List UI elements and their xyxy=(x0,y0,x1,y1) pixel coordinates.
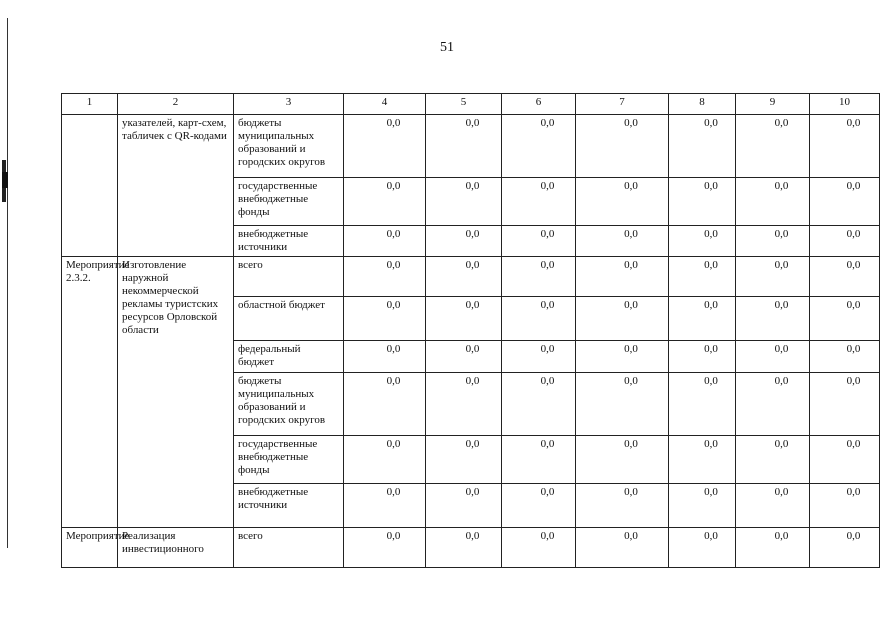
funding-source-cell: государственные внебюджетные фонды xyxy=(234,178,344,226)
value-cell: 0,0 xyxy=(669,484,736,528)
value-cell: 0,0 xyxy=(344,373,426,436)
value-cell: 0,0 xyxy=(736,297,810,341)
value-cell: 0,0 xyxy=(576,341,669,373)
value-cell: 0,0 xyxy=(344,341,426,373)
value-cell: 0,0 xyxy=(576,178,669,226)
value-cell: 0,0 xyxy=(502,178,576,226)
event-name-cell: Изготовление наружной некоммерческой рекламы туристских ресурсов Орловской области xyxy=(118,257,234,528)
value-cell: 0,0 xyxy=(426,436,502,484)
value-cell: 0,0 xyxy=(426,178,502,226)
value-cell: 0,0 xyxy=(576,115,669,178)
value-cell: 0,0 xyxy=(576,373,669,436)
value-cell: 0,0 xyxy=(426,257,502,297)
value-cell: 0,0 xyxy=(736,341,810,373)
column-header: 4 xyxy=(344,94,426,115)
value-cell: 0,0 xyxy=(426,484,502,528)
value-cell: 0,0 xyxy=(502,528,576,568)
value-cell: 0,0 xyxy=(736,226,810,257)
value-cell: 0,0 xyxy=(810,528,880,568)
value-cell: 0,0 xyxy=(344,226,426,257)
event-name-cell: Реализация инвестиционного xyxy=(118,528,234,568)
value-cell: 0,0 xyxy=(810,436,880,484)
value-cell: 0,0 xyxy=(669,436,736,484)
value-cell: 0,0 xyxy=(344,528,426,568)
value-cell: 0,0 xyxy=(502,484,576,528)
value-cell: 0,0 xyxy=(502,373,576,436)
value-cell: 0,0 xyxy=(502,115,576,178)
column-header: 7 xyxy=(576,94,669,115)
value-cell: 0,0 xyxy=(810,484,880,528)
value-cell: 0,0 xyxy=(669,297,736,341)
header-row xyxy=(62,94,880,115)
funding-source-cell: всего xyxy=(234,257,344,297)
value-cell: 0,0 xyxy=(810,373,880,436)
event-cell xyxy=(62,115,118,257)
event-cell: Мероприятие xyxy=(62,528,118,568)
funding-source-cell: всего xyxy=(234,528,344,568)
column-header: 2 xyxy=(118,94,234,115)
value-cell: 0,0 xyxy=(426,373,502,436)
value-cell: 0,0 xyxy=(669,373,736,436)
value-cell: 0,0 xyxy=(344,484,426,528)
value-cell: 0,0 xyxy=(344,257,426,297)
value-cell: 0,0 xyxy=(344,115,426,178)
value-cell: 0,0 xyxy=(576,257,669,297)
column-header: 5 xyxy=(426,94,502,115)
value-cell: 0,0 xyxy=(810,297,880,341)
value-cell: 0,0 xyxy=(810,115,880,178)
funding-source-cell: государственные внебюджетные фонды xyxy=(234,436,344,484)
table-row xyxy=(62,528,880,568)
scan-artifact-mark xyxy=(2,172,8,188)
value-cell: 0,0 xyxy=(669,226,736,257)
value-cell: 0,0 xyxy=(344,436,426,484)
value-cell: 0,0 xyxy=(736,178,810,226)
value-cell: 0,0 xyxy=(669,257,736,297)
funding-source-cell: внебюджетные источники xyxy=(234,484,344,528)
event-cell: Мероприятие 2.3.2. xyxy=(62,257,118,528)
column-header: 10 xyxy=(810,94,880,115)
column-header: 9 xyxy=(736,94,810,115)
value-cell: 0,0 xyxy=(426,341,502,373)
value-cell: 0,0 xyxy=(426,297,502,341)
value-cell: 0,0 xyxy=(576,484,669,528)
budget-table xyxy=(61,93,880,568)
funding-source-cell: бюджеты муниципальных образований и городских округов xyxy=(234,115,344,178)
funding-source-cell: федеральный бюджет xyxy=(234,341,344,373)
value-cell: 0,0 xyxy=(669,115,736,178)
value-cell: 0,0 xyxy=(426,528,502,568)
value-cell: 0,0 xyxy=(669,341,736,373)
column-header: 1 xyxy=(62,94,118,115)
column-header: 8 xyxy=(669,94,736,115)
value-cell: 0,0 xyxy=(576,226,669,257)
value-cell: 0,0 xyxy=(736,115,810,178)
value-cell: 0,0 xyxy=(502,297,576,341)
value-cell: 0,0 xyxy=(736,484,810,528)
value-cell: 0,0 xyxy=(344,297,426,341)
column-header: 6 xyxy=(502,94,576,115)
value-cell: 0,0 xyxy=(810,178,880,226)
value-cell: 0,0 xyxy=(344,178,426,226)
value-cell: 0,0 xyxy=(502,226,576,257)
value-cell: 0,0 xyxy=(426,115,502,178)
value-cell: 0,0 xyxy=(576,297,669,341)
event-name-cell: указателей, карт-схем, табличек с QR-кодами xyxy=(118,115,234,257)
funding-source-cell: бюджеты муниципальных образований и городских округов xyxy=(234,373,344,436)
value-cell: 0,0 xyxy=(576,528,669,568)
value-cell: 0,0 xyxy=(502,436,576,484)
value-cell: 0,0 xyxy=(669,528,736,568)
value-cell: 0,0 xyxy=(736,436,810,484)
value-cell: 0,0 xyxy=(736,528,810,568)
value-cell: 0,0 xyxy=(502,341,576,373)
value-cell: 0,0 xyxy=(426,226,502,257)
funding-source-cell: областной бюджет xyxy=(234,297,344,341)
value-cell: 0,0 xyxy=(502,257,576,297)
page-number: 51 xyxy=(440,40,454,55)
value-cell: 0,0 xyxy=(669,178,736,226)
value-cell: 0,0 xyxy=(810,226,880,257)
value-cell: 0,0 xyxy=(736,373,810,436)
table-row xyxy=(62,115,880,178)
value-cell: 0,0 xyxy=(736,257,810,297)
value-cell: 0,0 xyxy=(576,436,669,484)
table-row xyxy=(62,257,880,297)
value-cell: 0,0 xyxy=(810,257,880,297)
funding-source-cell: внебюджетные источники xyxy=(234,226,344,257)
scan-edge-line xyxy=(7,18,8,548)
column-header: 3 xyxy=(234,94,344,115)
value-cell: 0,0 xyxy=(810,341,880,373)
